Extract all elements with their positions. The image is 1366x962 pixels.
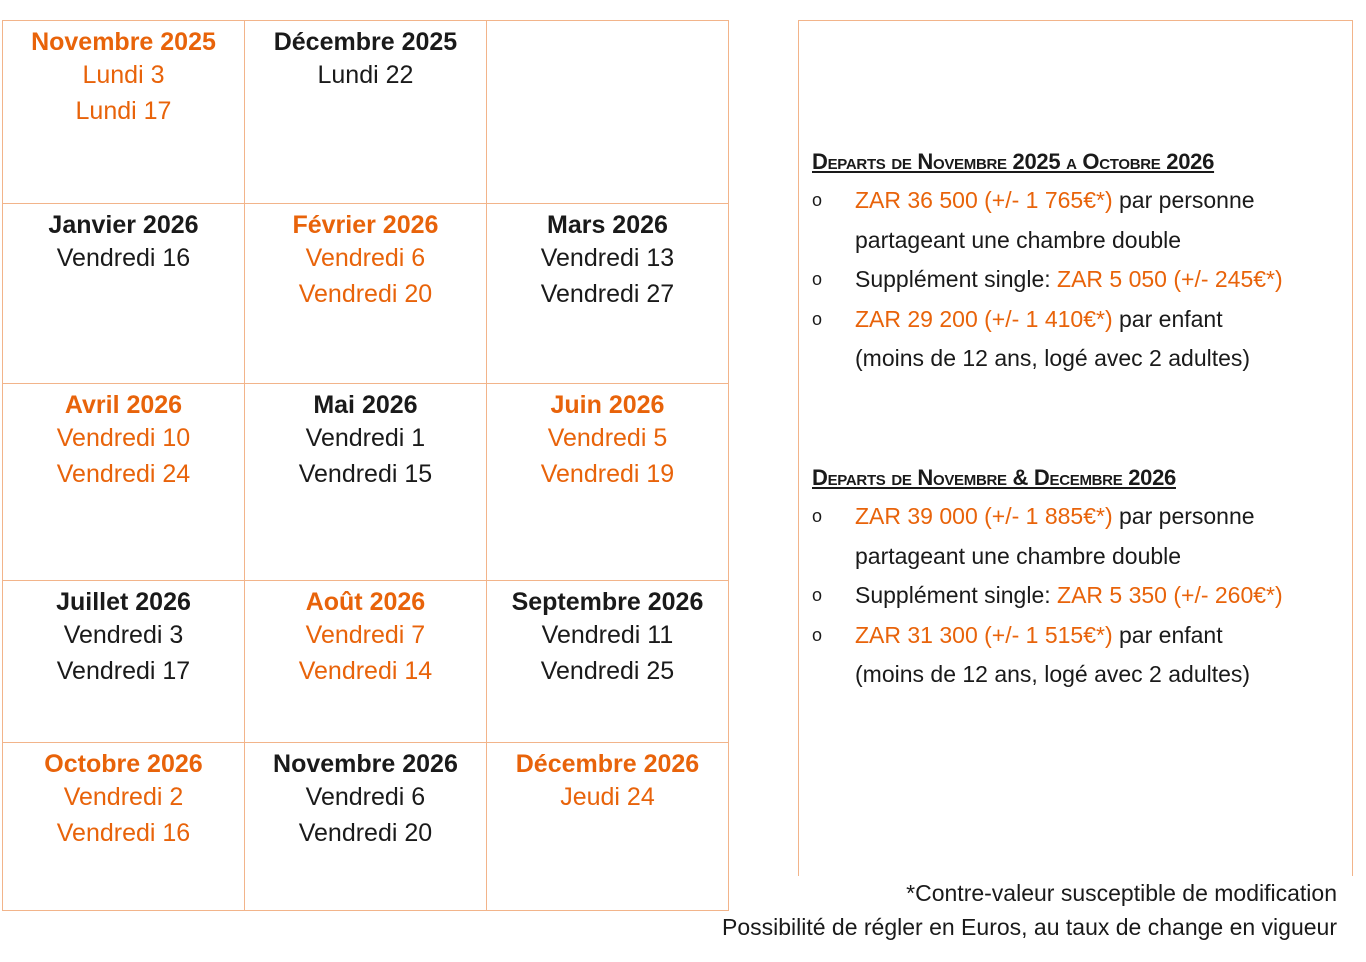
departure-date: Vendredi 5 (547, 424, 668, 452)
bullet-icon: o (812, 506, 823, 526)
calendar-row (3, 581, 729, 743)
departure-date: Vendredi 25 (540, 657, 675, 685)
price-value: ZAR 5 050 (+/- 245€*) (1057, 266, 1283, 292)
departure-date: Vendredi 20 (298, 819, 433, 847)
calendar-cell (486, 204, 728, 384)
calendar-row (3, 21, 729, 204)
month-title: Juillet 2026 (56, 588, 191, 616)
departure-date: Vendredi 14 (298, 657, 433, 685)
bullet-icon: o (812, 308, 823, 329)
calendar-cell (3, 581, 245, 743)
price-panel (798, 20, 1353, 876)
calendar-cell (486, 581, 728, 743)
price-text: par personne (1112, 187, 1255, 213)
bullet-icon: o (812, 190, 823, 210)
calendar-cell (244, 384, 486, 581)
price-text-line2: partageant une chambre double (855, 542, 1182, 569)
section-title: Departs de Novembre 2025 a Octobre 2026 (812, 149, 1215, 174)
departure-date: Vendredi 7 (305, 621, 426, 649)
price-text: par enfant (1112, 621, 1223, 648)
price-text: par enfant (1112, 305, 1223, 332)
departure-date: Vendredi 24 (56, 460, 191, 488)
departure-date: Vendredi 11 (541, 621, 674, 649)
departure-date: Lundi 17 (75, 97, 172, 125)
calendar-row (3, 743, 729, 911)
price-value: ZAR 36 500 (+/- 1 765€*) (855, 187, 1113, 213)
departure-date: Vendredi 6 (305, 783, 426, 811)
departure-date: Vendredi 13 (540, 244, 675, 272)
price-item-single (812, 260, 1347, 300)
price-label: Supplément single: (855, 266, 1058, 292)
calendar-cell (486, 743, 728, 911)
departure-date: Vendredi 1 (305, 424, 426, 452)
bullet-icon: o (812, 585, 823, 605)
price-label: Supplément single: (855, 582, 1058, 608)
bullet-icon: o (812, 624, 823, 645)
price-text: par personne (1112, 503, 1255, 529)
departure-date: Vendredi 3 (63, 621, 184, 649)
calendar-cell (3, 21, 245, 204)
departure-date: Vendredi 2 (63, 783, 184, 811)
section-title: Departs de Novembre & Decembre 2026 (812, 465, 1176, 490)
month-title: Novembre 2026 (273, 750, 458, 778)
calendar-cell (486, 384, 728, 581)
month-title: Octobre 2026 (44, 750, 203, 778)
price-text-line2: (moins de 12 ans, logé avec 2 adultes) (855, 661, 1251, 687)
month-title: Décembre 2025 (273, 28, 458, 56)
calendar-row (3, 204, 729, 384)
departure-calendar (2, 20, 729, 911)
calendar-cell (3, 384, 245, 581)
departure-date: Lundi 22 (317, 61, 414, 89)
departure-date: Vendredi 16 (56, 819, 191, 847)
month-title: Mars 2026 (547, 211, 668, 239)
departure-date: Vendredi 20 (298, 280, 433, 308)
price-value: ZAR 39 000 (+/- 1 885€*) (855, 503, 1113, 529)
price-value: ZAR 31 300 (+/- 1 515€*) (855, 621, 1113, 648)
departure-date: Vendredi 15 (298, 460, 433, 488)
month-title: Novembre 2025 (31, 28, 216, 56)
calendar-cell (244, 204, 486, 384)
month-title: Décembre 2026 (515, 750, 700, 778)
footnote-payment: Possibilité de régler en Euros, au taux de change en vigueur (721, 914, 1337, 940)
month-title: Juin 2026 (550, 391, 665, 419)
departure-date: Jeudi 24 (560, 783, 655, 811)
price-item-single (812, 576, 1347, 616)
departure-date: Lundi 3 (82, 61, 165, 89)
calendar-body (3, 21, 729, 911)
month-title: Février 2026 (292, 211, 439, 239)
month-title: Avril 2026 (64, 391, 183, 419)
calendar-cell (3, 743, 245, 911)
departure-date: Vendredi 10 (56, 424, 191, 452)
footnote-exchange: *Contre-valeur susceptible de modification (906, 880, 1337, 906)
calendar-row (3, 384, 729, 581)
price-item-child (812, 300, 1347, 379)
bullet-icon: o (812, 269, 823, 289)
departure-date: Vendredi 16 (56, 244, 191, 272)
price-section-nov-dec-2026 (812, 465, 1347, 695)
price-text-line2: (moins de 12 ans, logé avec 2 adultes) (855, 345, 1251, 371)
price-value: ZAR 29 200 (+/- 1 410€*) (855, 305, 1113, 332)
month-title: Septembre 2026 (511, 588, 704, 616)
price-text-line2: partageant une chambre double (855, 226, 1182, 253)
calendar-cell (244, 743, 486, 911)
calendar-cell (3, 204, 245, 384)
month-title: Août 2026 (305, 588, 426, 616)
departure-date: Vendredi 27 (540, 280, 675, 308)
price-item-child (812, 616, 1347, 695)
departure-date: Vendredi 6 (305, 244, 426, 272)
calendar-cell (244, 581, 486, 743)
footer-notes (722, 876, 1337, 944)
price-item-double (812, 497, 1347, 576)
calendar-cell (486, 21, 728, 204)
price-item-double (812, 181, 1347, 260)
calendar-cell (244, 21, 486, 204)
month-title: Janvier 2026 (48, 211, 199, 239)
departure-date: Vendredi 19 (540, 460, 675, 488)
departure-date: Vendredi 17 (56, 657, 191, 685)
month-title: Mai 2026 (313, 391, 418, 419)
price-section-2025-2026 (812, 149, 1347, 379)
price-value: ZAR 5 350 (+/- 260€*) (1057, 582, 1283, 608)
